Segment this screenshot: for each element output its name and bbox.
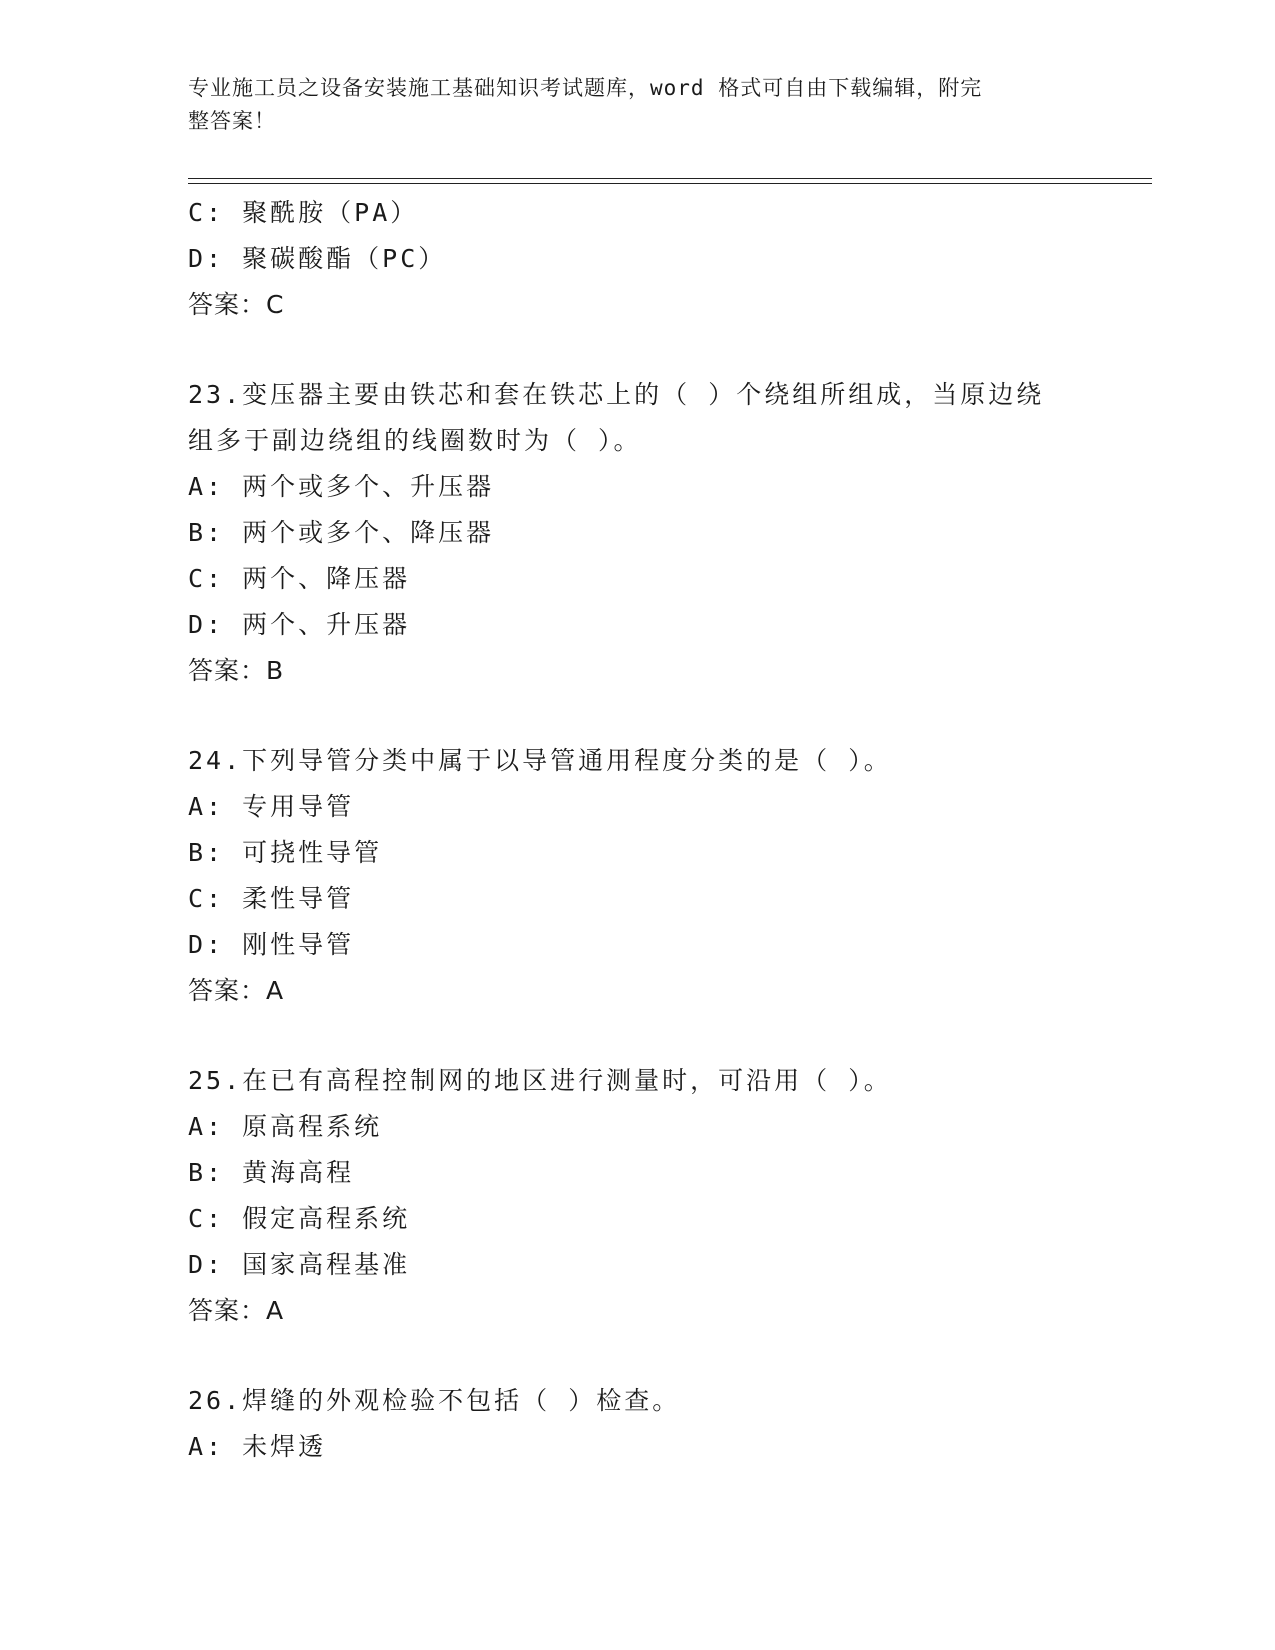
option-c: C: 聚酰胺（PA） (188, 198, 419, 227)
option-c: C: 假定高程系统 (188, 1204, 411, 1233)
question-stem-line-1: 25.在已有高程控制网的地区进行测量时，可沿用（ ）。 (188, 1066, 892, 1095)
question-stem-line-1: 26.焊缝的外观检验不包括（ ）检查。 (188, 1386, 681, 1415)
question-list (188, 190, 1108, 1470)
answer-line: 答案：C (188, 290, 285, 319)
question-26 (188, 1378, 1108, 1470)
option-d: D: 两个、升压器 (188, 610, 411, 639)
header-divider-bottom (188, 183, 1152, 184)
question-25 (188, 1058, 1108, 1334)
option-c: C: 柔性导管 (188, 884, 355, 913)
option-a: A: 未焊透 (188, 1432, 327, 1461)
option-a: A: 两个或多个、升压器 (188, 472, 495, 501)
answer-line: 答案：A (188, 976, 285, 1005)
option-b: B: 可挠性导管 (188, 838, 383, 867)
option-b: B: 两个或多个、降压器 (188, 518, 495, 547)
option-a: A: 原高程系统 (188, 1112, 383, 1141)
option-d: D: 国家高程基准 (188, 1250, 411, 1279)
question-24 (188, 738, 1108, 1014)
option-a: A: 专用导管 (188, 792, 355, 821)
answer-line: 答案：B (188, 656, 285, 685)
question-22-continuation (188, 190, 1108, 328)
option-b: B: 黄海高程 (188, 1158, 355, 1187)
question-stem-line-1: 24.下列导管分类中属于以导管通用程度分类的是（ ）。 (188, 746, 892, 775)
question-stem-line-2: 组多于副边绕组的线圈数时为（ ）。 (188, 426, 642, 455)
document-header (188, 72, 1088, 138)
header-divider-top (188, 178, 1152, 179)
option-d: D: 刚性导管 (188, 930, 355, 959)
option-c: C: 两个、降压器 (188, 564, 411, 593)
option-d: D: 聚碳酸酯（PC） (188, 244, 447, 273)
header-intro-line-2: 整答案！ (188, 109, 276, 133)
question-stem-line-1: 23.变压器主要由铁芯和套在铁芯上的（ ）个绕组所组成，当原边绕 (188, 380, 1045, 409)
header-intro-line-1: 专业施工员之设备安装施工基础知识考试题库，word 格式可自由下载编辑，附完 (188, 76, 983, 100)
answer-line: 答案：A (188, 1296, 285, 1325)
question-23 (188, 372, 1108, 694)
